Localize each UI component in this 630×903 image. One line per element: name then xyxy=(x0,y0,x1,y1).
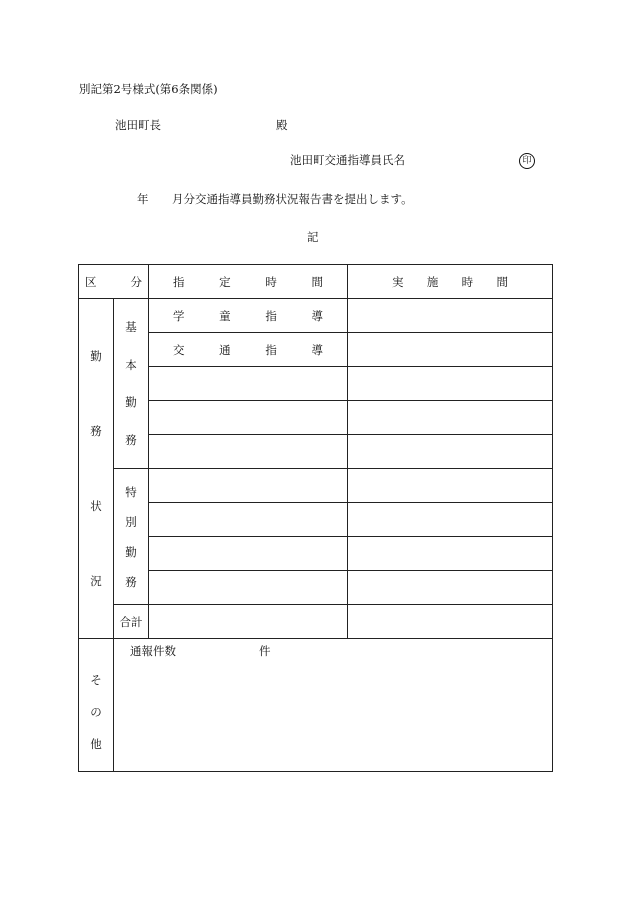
work-status-char: 勤 xyxy=(90,349,102,363)
basic-row-char: 導 xyxy=(311,342,323,357)
special-work-char: 特 xyxy=(125,484,137,499)
basic-row-char: 童 xyxy=(219,308,231,323)
total-label: 合計 xyxy=(114,605,149,639)
actual-time-cell[interactable] xyxy=(348,503,553,537)
actual-time-cell[interactable] xyxy=(348,435,553,469)
header-category xyxy=(79,265,149,299)
actual-time-cell[interactable] xyxy=(348,401,553,435)
table-row xyxy=(79,401,553,435)
ki-heading: 記 xyxy=(307,230,319,244)
table-row xyxy=(79,367,553,401)
basic-work-char: 勤 xyxy=(125,395,137,410)
header-designated-char: 指 xyxy=(173,274,185,289)
report-count-label: 通報件数 xyxy=(130,644,176,658)
actual-time-cell[interactable] xyxy=(348,333,553,367)
header-row xyxy=(79,265,553,299)
work-status-table xyxy=(78,264,553,772)
work-status-label xyxy=(79,299,114,639)
table-row xyxy=(79,537,553,571)
basic-work-char: 務 xyxy=(125,432,137,447)
year-label: 年 xyxy=(137,192,149,206)
actual-time-cell[interactable] xyxy=(348,571,553,605)
actual-time-cell[interactable] xyxy=(348,537,553,571)
header-actual-time xyxy=(348,265,553,299)
header-designated-char: 定 xyxy=(219,274,231,289)
other-char: の xyxy=(90,705,102,719)
special-work-char: 務 xyxy=(125,574,137,589)
header-actual-char: 時 xyxy=(461,274,474,289)
actual-time-cell[interactable] xyxy=(348,367,553,401)
report-count-unit: 件 xyxy=(259,644,271,658)
other-label xyxy=(79,639,114,772)
work-status-char: 務 xyxy=(90,424,102,438)
header-actual-char: 施 xyxy=(426,274,439,289)
basic-row-char: 学 xyxy=(173,308,185,323)
designated-time-cell[interactable] xyxy=(149,503,348,537)
applicant-label: 池田町交通指導員氏名 xyxy=(290,153,405,167)
designated-time-cell[interactable] xyxy=(149,435,348,469)
header-category-char: 分 xyxy=(130,274,142,289)
work-status-char: 状 xyxy=(90,499,102,513)
special-work-char: 別 xyxy=(125,514,137,529)
total-designated-cell[interactable] xyxy=(149,605,348,639)
other-row xyxy=(79,639,553,772)
header-actual-char: 間 xyxy=(496,274,508,289)
basic-row-char: 交 xyxy=(173,342,185,357)
basic-work-char: 本 xyxy=(125,357,137,372)
basic-row-designated xyxy=(149,299,348,333)
table-row xyxy=(79,299,553,333)
other-content[interactable] xyxy=(114,639,553,772)
designated-time-cell[interactable] xyxy=(149,469,348,503)
basic-row-char: 指 xyxy=(265,342,277,357)
work-status-char: 況 xyxy=(90,574,102,588)
header-designated-time xyxy=(149,265,348,299)
other-char: そ xyxy=(90,673,102,687)
special-work-label xyxy=(114,469,149,605)
designated-time-cell[interactable] xyxy=(149,401,348,435)
other-char: 他 xyxy=(90,737,102,751)
basic-row-char: 導 xyxy=(311,308,323,323)
addressee-name: 池田町長 xyxy=(115,118,161,132)
designated-time-cell[interactable] xyxy=(149,537,348,571)
table-row xyxy=(79,571,553,605)
header-designated-char: 間 xyxy=(311,274,323,289)
actual-time-cell[interactable] xyxy=(348,299,553,333)
designated-time-cell[interactable] xyxy=(149,571,348,605)
form-id: 別記第2号様式(第6条関係) xyxy=(79,82,218,96)
table-row xyxy=(79,333,553,367)
total-row xyxy=(79,605,553,639)
header-actual-char: 実 xyxy=(392,274,404,289)
table-row xyxy=(79,469,553,503)
designated-time-cell[interactable] xyxy=(149,367,348,401)
header-designated-char: 時 xyxy=(265,274,277,289)
seal-mark: 印 xyxy=(519,153,535,169)
total-actual-cell[interactable] xyxy=(348,605,553,639)
statement-text: 月分交通指導員勤務状況報告書を提出します。 xyxy=(172,192,413,206)
basic-work-char: 基 xyxy=(125,320,137,335)
header-category-char: 区 xyxy=(85,274,97,289)
basic-work-label xyxy=(114,299,149,469)
basic-row-char: 通 xyxy=(219,342,231,357)
basic-row-char: 指 xyxy=(265,308,277,323)
actual-time-cell[interactable] xyxy=(348,469,553,503)
table-row xyxy=(79,503,553,537)
special-work-char: 勤 xyxy=(125,544,137,559)
basic-row-designated xyxy=(149,333,348,367)
table-row xyxy=(79,435,553,469)
addressee-honorific: 殿 xyxy=(276,118,288,132)
